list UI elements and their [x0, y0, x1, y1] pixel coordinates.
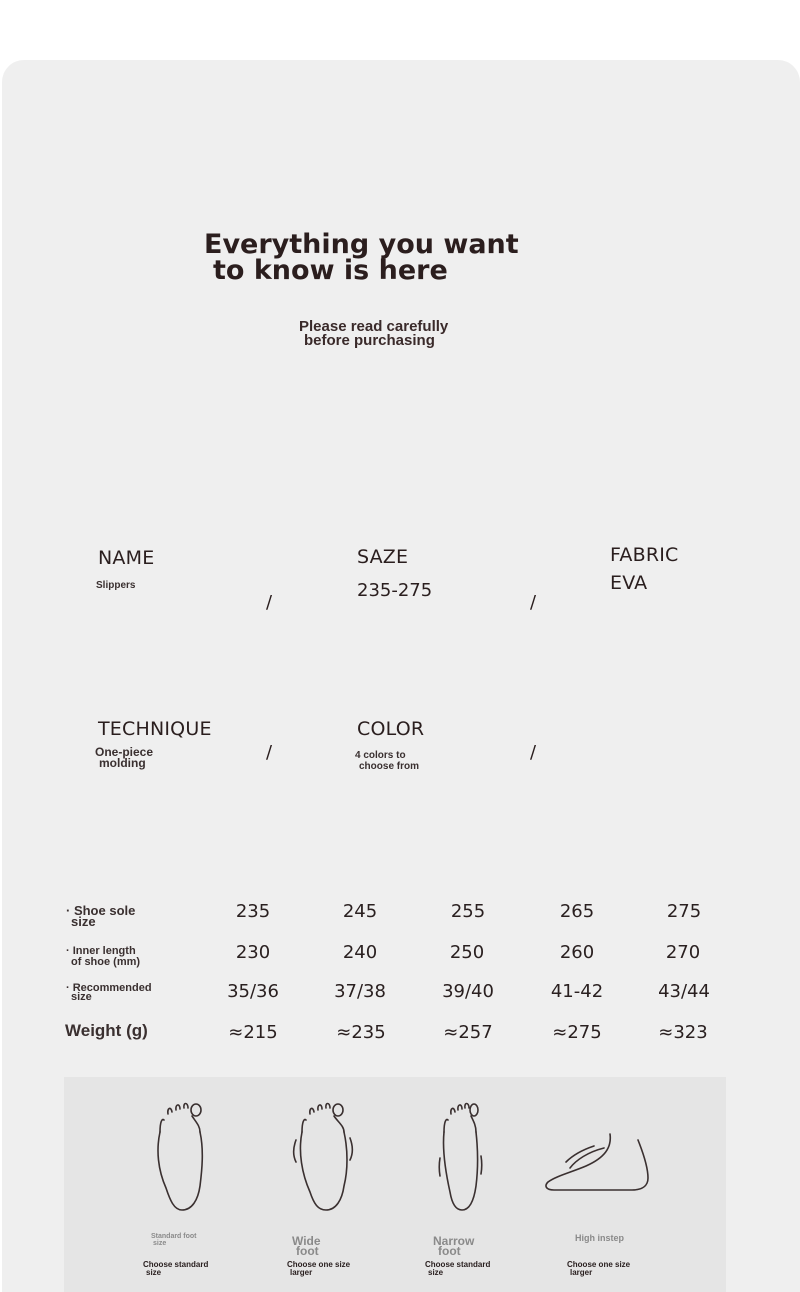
- table-cell: 35/36: [227, 981, 279, 1002]
- spec-separator: /: [530, 592, 537, 613]
- foot-type-label: Wide foot: [292, 1234, 321, 1258]
- headline-line-1: Everything you want: [204, 229, 519, 260]
- table-cell: 230: [235, 942, 271, 963]
- subheadline-line-2: before purchasing: [304, 332, 435, 349]
- spec-name-label: NAME: [98, 547, 155, 569]
- table-cell: 275: [666, 901, 702, 922]
- spec-technique-value: One-piece molding: [95, 745, 154, 770]
- spec-color-value: 4 colors to choose from: [355, 750, 420, 772]
- spec-technique-label: TECHNIQUE: [98, 718, 212, 740]
- foot-advice-label: Choose one size larger: [567, 1260, 631, 1277]
- wide-foot-icon: [290, 1100, 356, 1212]
- table-cell: 265: [559, 901, 595, 922]
- spec-fabric-value: EVA: [610, 572, 648, 594]
- spec-name-value: Slippers: [96, 580, 136, 591]
- table-row-label: · Recommended size: [66, 982, 152, 1003]
- table-cell: ≈323: [658, 1022, 708, 1043]
- table-cell: 43/44: [658, 981, 710, 1002]
- foot-advice-label: Choose standard size: [143, 1260, 209, 1277]
- headline: [204, 229, 604, 286]
- subheadline-line-1: Please read carefully: [299, 318, 449, 335]
- table-cell: 37/38: [334, 981, 386, 1002]
- table-cell: ≈257: [443, 1022, 493, 1043]
- spec-size-value: 235-275: [357, 580, 433, 601]
- narrow-foot-icon: [434, 1100, 486, 1212]
- spec-separator: /: [530, 742, 537, 763]
- table-cell: 250: [449, 942, 485, 963]
- spec-size-label: SAZE: [357, 546, 409, 568]
- table-row-label: · Inner length of shoe (mm): [66, 945, 141, 968]
- high-instep-foot-icon: [542, 1128, 654, 1194]
- foot-type-label: High instep: [575, 1233, 624, 1243]
- spec-separator: /: [266, 742, 273, 763]
- table-cell: 235: [235, 901, 271, 922]
- foot-type-label: Standard foot size: [151, 1233, 197, 1247]
- table-cell: ≈275: [552, 1022, 602, 1043]
- table-cell: ≈215: [228, 1022, 278, 1043]
- foot-type-label: Narrow foot: [433, 1234, 475, 1258]
- table-cell: ≈235: [336, 1022, 386, 1043]
- table-cell: 270: [665, 942, 701, 963]
- spec-separator: /: [266, 592, 273, 613]
- table-cell: 255: [450, 901, 486, 922]
- foot-advice-label: Choose standard size: [425, 1260, 491, 1277]
- headline-line-2: to know is here: [213, 255, 448, 286]
- table-row-label: · Shoe sole size: [66, 903, 136, 929]
- table-cell: 240: [342, 942, 378, 963]
- spec-fabric-label: FABRIC: [610, 544, 679, 566]
- table-cell: 41-42: [550, 981, 604, 1002]
- subheadline: [299, 320, 519, 348]
- spec-color-label: COLOR: [357, 718, 425, 740]
- table-cell: 245: [342, 901, 378, 922]
- table-cell: 260: [559, 942, 595, 963]
- standard-foot-icon: [152, 1100, 208, 1212]
- foot-advice-label: Choose one size larger: [287, 1260, 351, 1277]
- table-row-label: Weight (g): [65, 1021, 148, 1040]
- table-cell: 39/40: [442, 981, 494, 1002]
